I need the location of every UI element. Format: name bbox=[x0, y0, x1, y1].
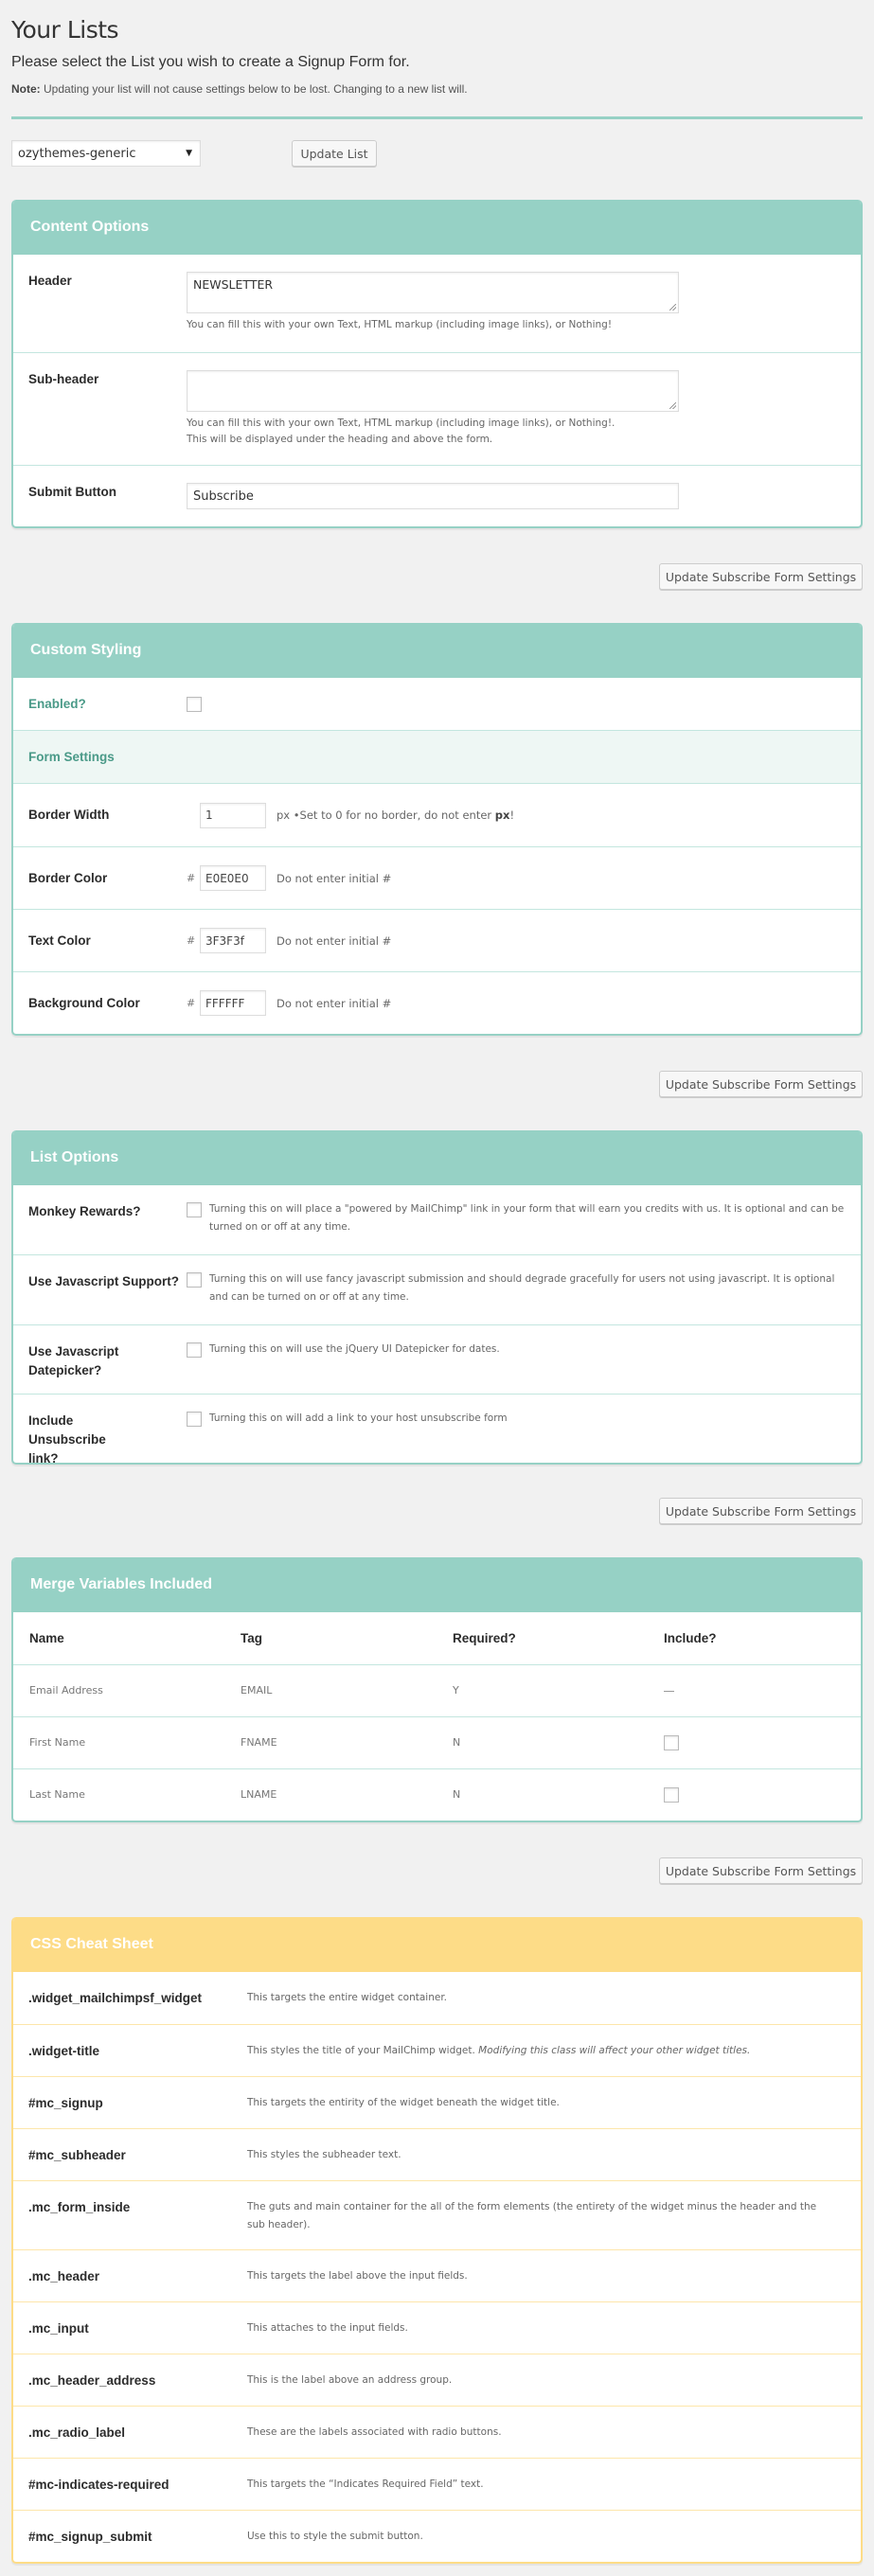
css-selector: #mc_subheader bbox=[28, 2148, 126, 2162]
form-settings-row bbox=[13, 730, 861, 783]
panel-title: CSS Cheat Sheet bbox=[11, 1917, 863, 1972]
cheat-row bbox=[13, 2510, 861, 2562]
css-description: The guts and main container for the all of the form elements (the entirety of the widget minus the header and the sub header). bbox=[247, 2201, 817, 2230]
css-selector: .widget_mailchimpsf_widget bbox=[28, 1991, 203, 2005]
list-select[interactable] bbox=[11, 140, 201, 167]
css-description: This attaches to the input fields. bbox=[247, 2322, 408, 2334]
css-description: These are the labels associated with radio buttons. bbox=[247, 2426, 502, 2438]
dash-icon bbox=[664, 1691, 674, 1692]
panel-title: Content Options bbox=[11, 200, 863, 255]
css-selector: .mc_input bbox=[28, 2321, 89, 2336]
cell-tag: EMAIL bbox=[224, 1664, 437, 1716]
list-select-row bbox=[11, 139, 863, 168]
note-text bbox=[11, 81, 863, 97]
column-header-name: Name bbox=[29, 1630, 64, 1645]
header-label: Header bbox=[28, 274, 72, 288]
list-options-panel bbox=[11, 1130, 863, 1465]
update-settings-button[interactable]: Update Subscribe Form Settings bbox=[659, 1498, 863, 1524]
button-row bbox=[11, 1857, 863, 1884]
update-settings-button[interactable]: Update Subscribe Form Settings bbox=[659, 563, 863, 590]
javascript-support-row bbox=[13, 1254, 861, 1324]
update-settings-button[interactable]: Update Subscribe Form Settings bbox=[659, 1857, 863, 1884]
javascript-datepicker-checkbox[interactable] bbox=[187, 1342, 202, 1358]
subheader-help bbox=[187, 416, 846, 448]
header-help: You can fill this with your own Text, HTML markup (including image links), or Nothing! bbox=[187, 319, 613, 330]
note-label: Note: bbox=[11, 82, 41, 96]
css-description: This styles the title of your MailChimp widget. Modifying this class will affect your other widget titles. bbox=[247, 2045, 751, 2056]
option-label: Monkey Rewards? bbox=[28, 1204, 141, 1218]
cell-include bbox=[648, 1768, 861, 1821]
update-list-button[interactable]: Update List bbox=[292, 140, 377, 167]
cheat-row bbox=[13, 2128, 861, 2180]
unsubscribe-link-checkbox[interactable] bbox=[187, 1412, 202, 1427]
border-color-input[interactable]: E0E0E0 bbox=[200, 865, 266, 891]
cell-include bbox=[648, 1664, 861, 1716]
divider bbox=[11, 116, 863, 119]
css-description: Use this to style the submit button. bbox=[247, 2531, 423, 2542]
cheat-row bbox=[13, 2024, 861, 2076]
cheat-row bbox=[13, 2406, 861, 2458]
hash-prefix: # bbox=[187, 997, 196, 1009]
background-color-row bbox=[13, 971, 861, 1034]
cell-required: N bbox=[437, 1716, 648, 1768]
enabled-row bbox=[13, 678, 861, 730]
text-color-label: Text Color bbox=[28, 933, 91, 948]
column-header-include: Include? bbox=[664, 1630, 717, 1645]
javascript-support-checkbox[interactable] bbox=[187, 1272, 202, 1288]
page-title: Your Lists bbox=[11, 16, 119, 44]
table-row bbox=[13, 1716, 861, 1768]
border-color-help: Do not enter initial # bbox=[276, 871, 392, 885]
option-description: Turning this on will use the jQuery UI Datepicker for dates. bbox=[209, 1343, 500, 1355]
css-selector: .widget-title bbox=[28, 2044, 99, 2058]
panel-title: Merge Variables Included bbox=[11, 1557, 863, 1612]
option-description: Turning this on will add a link to your host unsubscribe form bbox=[209, 1412, 508, 1424]
merge-variables-table bbox=[13, 1612, 861, 1821]
include-lname-checkbox[interactable] bbox=[664, 1787, 679, 1803]
text-color-input[interactable]: 3F3F3f bbox=[200, 928, 266, 953]
cheat-row bbox=[13, 2249, 861, 2301]
background-color-help: Do not enter initial # bbox=[276, 996, 392, 1010]
border-width-label: Border Width bbox=[28, 808, 110, 822]
resize-grip-icon[interactable] bbox=[669, 304, 676, 311]
update-settings-button[interactable]: Update Subscribe Form Settings bbox=[659, 1071, 863, 1097]
css-selector: .mc_radio_label bbox=[28, 2425, 126, 2440]
submit-row bbox=[13, 465, 861, 526]
cell-required: N bbox=[437, 1768, 648, 1821]
enabled-label: Enabled? bbox=[28, 696, 86, 711]
option-label: Include Unsubscribe link? bbox=[28, 1413, 106, 1465]
css-description: This targets the label above the input fields. bbox=[247, 2270, 468, 2282]
column-header-tag: Tag bbox=[241, 1630, 262, 1645]
panel-title: Custom Styling bbox=[11, 623, 863, 678]
intro-text: Please select the List you wish to create a Signup Form for. bbox=[11, 54, 410, 70]
css-description: This targets the entirity of the widget beneath the widget title. bbox=[247, 2097, 560, 2108]
css-description: This styles the subheader text. bbox=[247, 2149, 401, 2160]
table-row bbox=[13, 1768, 861, 1821]
cheat-row bbox=[13, 1972, 861, 2024]
option-label: Use Javascript Datepicker? bbox=[28, 1344, 119, 1377]
button-row bbox=[11, 1498, 863, 1524]
css-cheat-sheet-panel bbox=[11, 1917, 863, 2564]
column-header-required: Required? bbox=[453, 1630, 516, 1645]
form-settings-label: Form Settings bbox=[28, 749, 115, 764]
border-width-help: px •Set to 0 for no border, do not enter px! bbox=[276, 808, 515, 822]
css-selector: #mc_signup bbox=[28, 2096, 103, 2110]
panel-title: List Options bbox=[11, 1130, 863, 1185]
hash-prefix: # bbox=[187, 872, 196, 884]
merge-variables-panel bbox=[11, 1557, 863, 1822]
cheat-row bbox=[13, 2301, 861, 2354]
border-width-row bbox=[13, 783, 861, 846]
cheat-row bbox=[13, 2458, 861, 2510]
cheat-row bbox=[13, 2180, 861, 2249]
css-selector: .mc_header bbox=[28, 2269, 100, 2283]
cheat-row bbox=[13, 2076, 861, 2128]
option-description: Turning this on will use fancy javascript submission and should degrade gracefully for users not using javascript. It is optional and can be turned on or off at any time. bbox=[209, 1273, 835, 1303]
table-row bbox=[13, 1664, 861, 1716]
css-selector: .mc_form_inside bbox=[28, 2200, 131, 2214]
background-color-input[interactable]: FFFFFF bbox=[200, 990, 266, 1016]
unsubscribe-link-row bbox=[13, 1394, 861, 1463]
text-color-help: Do not enter initial # bbox=[276, 933, 392, 948]
resize-grip-icon[interactable] bbox=[669, 402, 676, 409]
css-selector: #mc_signup_submit bbox=[28, 2530, 152, 2544]
border-color-row bbox=[13, 846, 861, 909]
cell-name: Last Name bbox=[13, 1768, 224, 1821]
dropdown-caret-icon: ▼ bbox=[186, 149, 192, 158]
submit-input[interactable]: Subscribe bbox=[187, 483, 679, 509]
list-select-value: ozythemes-generic bbox=[18, 146, 136, 161]
monkey-rewards-row bbox=[13, 1185, 861, 1254]
css-description: This targets the “Indicates Required Field” text. bbox=[247, 2478, 484, 2490]
submit-label: Submit Button bbox=[28, 485, 116, 499]
include-fname-checkbox[interactable] bbox=[664, 1735, 679, 1750]
cell-tag: LNAME bbox=[224, 1768, 437, 1821]
css-description: This is the label above an address group. bbox=[247, 2374, 453, 2386]
option-label: Use Javascript Support? bbox=[28, 1274, 180, 1288]
css-selector: #mc-indicates-required bbox=[28, 2478, 169, 2492]
text-color-row bbox=[13, 909, 861, 971]
subheader-label: Sub-header bbox=[28, 372, 99, 386]
header-row bbox=[13, 255, 861, 352]
option-description: Turning this on will place a "powered by MailChimp" link in your form that will earn you credits with us. It is optional and can be turned on or off at any time. bbox=[209, 1203, 845, 1233]
custom-styling-panel bbox=[11, 623, 863, 1036]
css-description: This targets the entire widget container. bbox=[247, 1992, 448, 2003]
enabled-checkbox[interactable] bbox=[187, 697, 202, 712]
content-options-panel bbox=[11, 200, 863, 528]
cell-name: Email Address bbox=[13, 1664, 224, 1716]
button-row bbox=[11, 1071, 863, 1097]
javascript-datepicker-row bbox=[13, 1324, 861, 1394]
header-value: NEWSLETTER bbox=[193, 277, 274, 292]
subheader-help-line2: This will be displayed under the heading and above the form. bbox=[187, 434, 493, 445]
border-color-label: Border Color bbox=[28, 870, 108, 885]
cell-tag: FNAME bbox=[224, 1716, 437, 1768]
border-width-input[interactable]: 1 bbox=[200, 803, 266, 828]
cell-include bbox=[648, 1716, 861, 1768]
button-row bbox=[11, 563, 863, 590]
hash-prefix: # bbox=[187, 934, 196, 947]
subheader-help-line1: You can fill this with your own Text, HTML markup (including image links), or Nothing!. bbox=[187, 417, 615, 429]
note-body: Updating your list will not cause settings below to be lost. Changing to a new list will. bbox=[40, 82, 468, 96]
monkey-rewards-checkbox[interactable] bbox=[187, 1202, 202, 1217]
cell-required: Y bbox=[437, 1664, 648, 1716]
cell-name: First Name bbox=[13, 1716, 224, 1768]
cheat-row bbox=[13, 2354, 861, 2406]
css-selector: .mc_header_address bbox=[28, 2373, 156, 2388]
background-color-label: Background Color bbox=[28, 995, 140, 1010]
table-header-row bbox=[13, 1612, 861, 1664]
subheader-textarea[interactable] bbox=[187, 370, 679, 412]
header-textarea[interactable] bbox=[187, 272, 679, 313]
subheader-row bbox=[13, 352, 861, 465]
